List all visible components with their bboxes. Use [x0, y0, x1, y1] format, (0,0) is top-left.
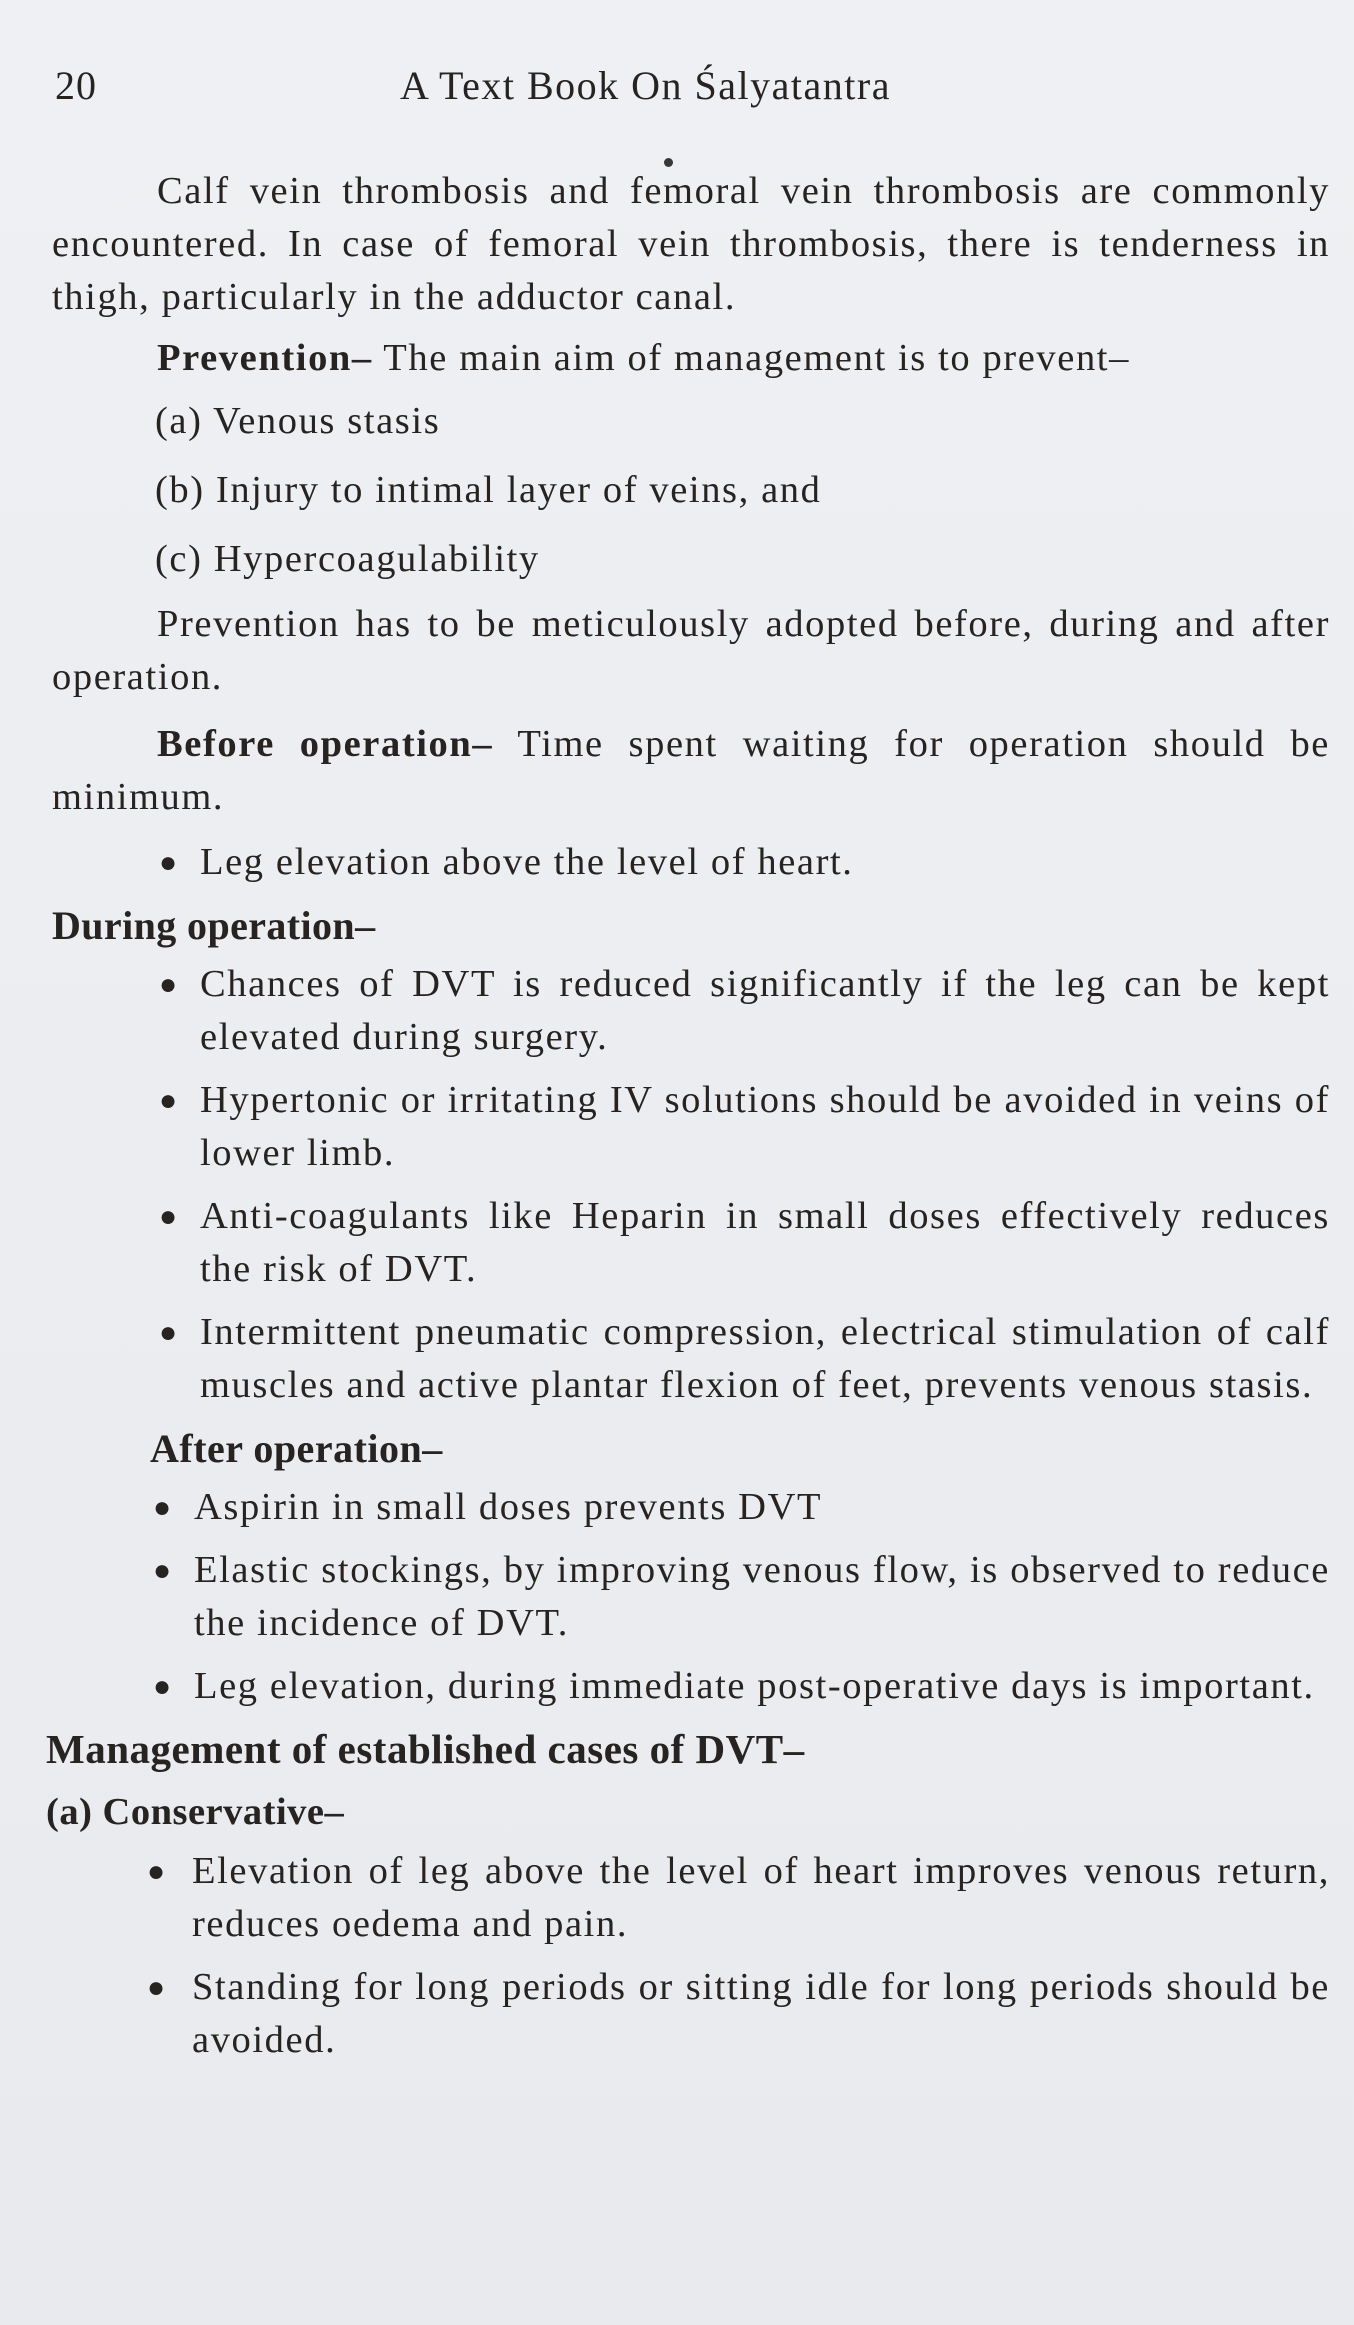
bullet-icon: ●	[159, 1084, 179, 1117]
bullet-icon: ●	[147, 1855, 167, 1888]
bullet-text: Hypertonic or irritating IV solutions should be avoided in veins of lower limb.	[200, 1079, 1330, 1174]
prevention-note: Prevention has to be meticulously adopted before, during and after operation.	[52, 603, 1330, 698]
bullet-icon: ●	[153, 1554, 173, 1587]
prevention-text: The main aim of management is to prevent–	[372, 337, 1130, 379]
prevention-paragraph	[52, 332, 1330, 385]
list-item	[52, 1481, 1330, 1534]
list-item	[52, 1306, 1330, 1412]
after-operation-heading: After operation–	[150, 1426, 443, 1471]
bullet-icon: ●	[159, 968, 179, 1001]
bullet-icon: ●	[159, 846, 179, 879]
after-operation-list	[52, 1481, 1330, 1713]
list-item	[52, 836, 1330, 889]
prevention-label: Prevention–	[157, 337, 373, 379]
conservative-heading	[46, 1786, 1330, 1839]
intro-paragraph: Calf vein thrombosis and femoral vein thrombosis are commonly encountered. In case of femoral vein thrombosis, there is tenderness in thigh, particularly in the adductor canal.	[52, 170, 1330, 318]
bullet-text: Standing for long periods or sitting idle for long periods should be avoided.	[192, 1966, 1330, 2061]
list-item	[52, 958, 1330, 1064]
bullet-text: Leg elevation, during immediate post-operative days is important.	[194, 1665, 1315, 1707]
list-item	[52, 1074, 1330, 1180]
bullet-icon: ●	[153, 1491, 173, 1524]
page-content	[46, 165, 1330, 2077]
before-operation-text: Time spent waiting for operation should be minimum.	[52, 723, 1330, 818]
bullet-text: Intermittent pneumatic compression, electrical stimulation of calf muscles and active plantar flexion of feet, prevents venous stasis.	[200, 1311, 1330, 1406]
bullet-icon: ●	[159, 1316, 179, 1349]
bullet-icon: ●	[153, 1670, 173, 1703]
bullet-icon: ●	[159, 1200, 179, 1233]
list-item	[52, 1660, 1330, 1713]
prevention-item: (b) Injury to intimal layer of veins, and	[155, 469, 822, 511]
before-operation-list	[52, 836, 1330, 889]
bullet-icon: ●	[147, 1971, 167, 2004]
during-operation-list	[52, 958, 1330, 1412]
bullet-text: Anti-coagulants like Heparin in small doses effectively reduces the risk of DVT.	[200, 1195, 1330, 1290]
during-operation-heading: During operation–	[52, 903, 376, 948]
page-header	[55, 62, 1294, 122]
before-operation-paragraph	[52, 718, 1330, 824]
list-item	[52, 1190, 1330, 1296]
page-number: 20	[55, 63, 97, 108]
prevention-item: (c) Hypercoagulability	[155, 538, 540, 580]
bullet-text: Elastic stockings, by improving venous flow, is observed to reduce the incidence of DVT.	[194, 1549, 1330, 1644]
prevention-item: (a) Venous stasis	[155, 400, 441, 442]
bullet-text: Elevation of leg above the level of heart improves venous return, reduces oedema and pain.	[192, 1850, 1330, 1945]
running-title: A Text Book On Śalyatantra	[400, 63, 891, 108]
list-item	[52, 1961, 1330, 2067]
conservative-list	[52, 1845, 1330, 2067]
before-operation-label: Before operation–	[157, 723, 494, 765]
list-item	[52, 1544, 1330, 1650]
bullet-text: Aspirin in small doses prevents DVT	[194, 1486, 823, 1528]
conservative-label: (a) Conservative–	[46, 1791, 345, 1833]
list-item	[52, 1845, 1330, 1951]
bullet-text: Chances of DVT is reduced significantly if the leg can be kept elevated during surgery.	[200, 963, 1330, 1058]
management-heading: Management of established cases of DVT–	[46, 1726, 805, 1772]
bullet-text: Leg elevation above the level of heart.	[200, 841, 854, 883]
